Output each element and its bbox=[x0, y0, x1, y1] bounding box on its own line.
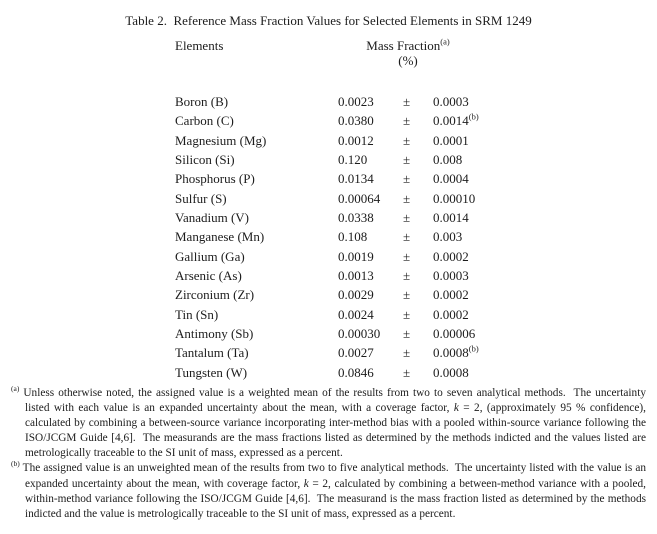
uncertainty-value: 0.0014 bbox=[433, 210, 469, 226]
plus-minus-sign: ± bbox=[403, 306, 411, 322]
plus-minus-sign: ± bbox=[403, 345, 411, 361]
uncertainty-value: 0.0002 bbox=[433, 287, 469, 303]
table-row bbox=[175, 189, 533, 208]
element-name: Magnesium (Mg) bbox=[175, 132, 267, 148]
mass-fraction-value: 0.0013 bbox=[338, 268, 374, 284]
column-header-unit: (%) bbox=[398, 53, 418, 68]
coverage-factor-symbol: k bbox=[303, 477, 309, 490]
footnote-b bbox=[11, 461, 646, 521]
uncertainty-value: 0.0002 bbox=[433, 248, 469, 264]
footnote-ref-b: (b) bbox=[468, 344, 479, 355]
table-row bbox=[175, 285, 533, 304]
mass-fraction-value: 0.0024 bbox=[338, 306, 374, 322]
mass-fraction-value: 0.0338 bbox=[338, 210, 374, 226]
plus-minus-sign: ± bbox=[403, 229, 411, 245]
plus-minus-sign: ± bbox=[403, 132, 411, 148]
table-row bbox=[175, 150, 533, 169]
table-row bbox=[175, 169, 533, 188]
table-row bbox=[175, 111, 533, 130]
mass-fraction-value: 0.00064 bbox=[338, 190, 381, 206]
uncertainty-value: 0.0014$^{(b)}$ bbox=[433, 112, 479, 129]
coverage-factor-symbol: k bbox=[453, 402, 459, 415]
plus-minus-sign: ± bbox=[403, 190, 411, 206]
plus-minus-sign: ± bbox=[403, 326, 411, 342]
plus-minus-sign: ± bbox=[403, 113, 411, 129]
plus-minus-sign: ± bbox=[403, 248, 411, 264]
plus-minus-sign: ± bbox=[403, 94, 411, 109]
element-name: Phosphorus (P) bbox=[175, 171, 255, 187]
table-row bbox=[175, 247, 533, 266]
mass-fraction-value: 0.108 bbox=[338, 229, 368, 245]
table-row bbox=[175, 266, 533, 285]
table-row bbox=[175, 131, 533, 150]
uncertainty-value: 0.0002 bbox=[433, 306, 469, 322]
plus-minus-sign: ± bbox=[403, 210, 411, 226]
plus-minus-sign: ± bbox=[403, 268, 411, 284]
footnote-marker-a: (a) bbox=[11, 384, 20, 394]
uncertainty-value: 0.0008 bbox=[433, 364, 469, 380]
table-row bbox=[175, 92, 533, 111]
plus-minus-sign: ± bbox=[403, 171, 411, 187]
element-name: Carbon (C) bbox=[175, 113, 234, 129]
uncertainty-value: 0.0003 bbox=[433, 268, 469, 284]
mass-fraction-value: 0.0027 bbox=[338, 345, 374, 361]
uncertainty-value: 0.008 bbox=[433, 152, 463, 168]
plus-minus-sign: ± bbox=[403, 364, 411, 380]
element-name: Vanadium (V) bbox=[175, 210, 250, 226]
mass-fraction-label: Mass Fraction bbox=[366, 38, 441, 53]
element-name: Tantalum (Ta) bbox=[175, 345, 249, 361]
mass-fraction-table bbox=[175, 38, 533, 382]
footnote-text: = 2, calculated by combining a between-method variance with a pooled, within-method variance following the ISO/JCGM Guide [4,6]. The measurand is the mass fraction listed as determined by the methods indicted and the value is metrologically traceable to the SI unit of mass, expressed as a percent. bbox=[25, 477, 646, 520]
table-body bbox=[175, 92, 533, 382]
table-row bbox=[175, 305, 533, 324]
mass-fraction-value: 0.0023 bbox=[338, 94, 374, 109]
element-name: Arsenic (As) bbox=[175, 268, 242, 284]
table-row bbox=[175, 324, 533, 343]
element-name: Tungsten (W) bbox=[175, 364, 248, 380]
element-name: Tin (Sn) bbox=[175, 306, 219, 322]
mass-fraction-value: 0.0380 bbox=[338, 113, 374, 129]
uncertainty-value: 0.0003 bbox=[433, 94, 469, 109]
table-row bbox=[175, 227, 533, 246]
footnote-marker-b: (b) bbox=[11, 459, 20, 469]
element-name: Zirconium (Zr) bbox=[175, 287, 255, 303]
uncertainty-value: 0.0001 bbox=[433, 132, 469, 148]
mass-fraction-value: 0.00030 bbox=[338, 326, 381, 342]
element-name: Gallium (Ga) bbox=[175, 248, 245, 264]
table-row bbox=[175, 363, 533, 382]
element-name: Boron (B) bbox=[175, 94, 229, 109]
uncertainty-value: 0.00006 bbox=[433, 326, 476, 342]
uncertainty-value: 0.003 bbox=[433, 229, 463, 245]
mass-fraction-value: 0.0019 bbox=[338, 248, 374, 264]
footnote-text: = 2, (approximately 95 % confidence), calculated by combining a between-source variance incorporating inter-method bias with a pooled within-source variance following the ISO/JCGM Guide [4,6]. The measurands are the mass fractions listed as determined by the methods indicted and the values listed are metrologically traceable to the SI unit of mass, expressed as a percent. bbox=[25, 402, 646, 460]
element-name: Manganese (Mn) bbox=[175, 229, 265, 245]
column-header-mass-fraction bbox=[338, 38, 478, 68]
uncertainty-value: 0.0008$^{(b)}$ bbox=[433, 344, 479, 361]
footnote-text: The assigned value is an unweighted mean of the results from two to five analytical methods. The uncertainty listed with the value is an expanded uncertainty about the mean, with coverage factor, bbox=[22, 462, 647, 490]
footnote-ref-a: (a) bbox=[440, 36, 450, 47]
plus-minus-sign: ± bbox=[403, 287, 411, 303]
mass-fraction-value: 0.0012 bbox=[338, 132, 374, 148]
table-row bbox=[175, 343, 533, 362]
mass-fraction-value: 0.120 bbox=[338, 152, 368, 168]
footnote-a bbox=[11, 386, 646, 461]
footnote-ref-b: (b) bbox=[468, 112, 479, 123]
plus-minus-sign: ± bbox=[403, 152, 411, 168]
column-header-elements: Elements bbox=[175, 38, 224, 53]
element-name: Silicon (Si) bbox=[175, 152, 235, 168]
table-header bbox=[175, 38, 533, 68]
mass-fraction-value: 0.0134 bbox=[338, 171, 374, 187]
uncertainty-value: 0.00010 bbox=[433, 190, 476, 206]
uncertainty-value: 0.0004 bbox=[433, 171, 469, 187]
mass-fraction-header-line bbox=[338, 38, 478, 53]
mass-fraction-value: 0.0029 bbox=[338, 287, 374, 303]
table-row bbox=[175, 208, 533, 227]
footnote-text: Unless otherwise noted, the assigned value is a weighted mean of the results from two to seven analytical methods. The uncertainty listed with each value is an expanded uncertainty about the mean, with a coverage factor, bbox=[23, 387, 646, 415]
footnotes bbox=[11, 386, 646, 522]
table-title: Table 2. Reference Mass Fraction Values for Selected Elements in SRM 1249 bbox=[125, 13, 532, 28]
element-name: Antimony (Sb) bbox=[175, 326, 254, 342]
element-name: Sulfur (S) bbox=[175, 190, 227, 206]
mass-fraction-value: 0.0846 bbox=[338, 364, 374, 380]
